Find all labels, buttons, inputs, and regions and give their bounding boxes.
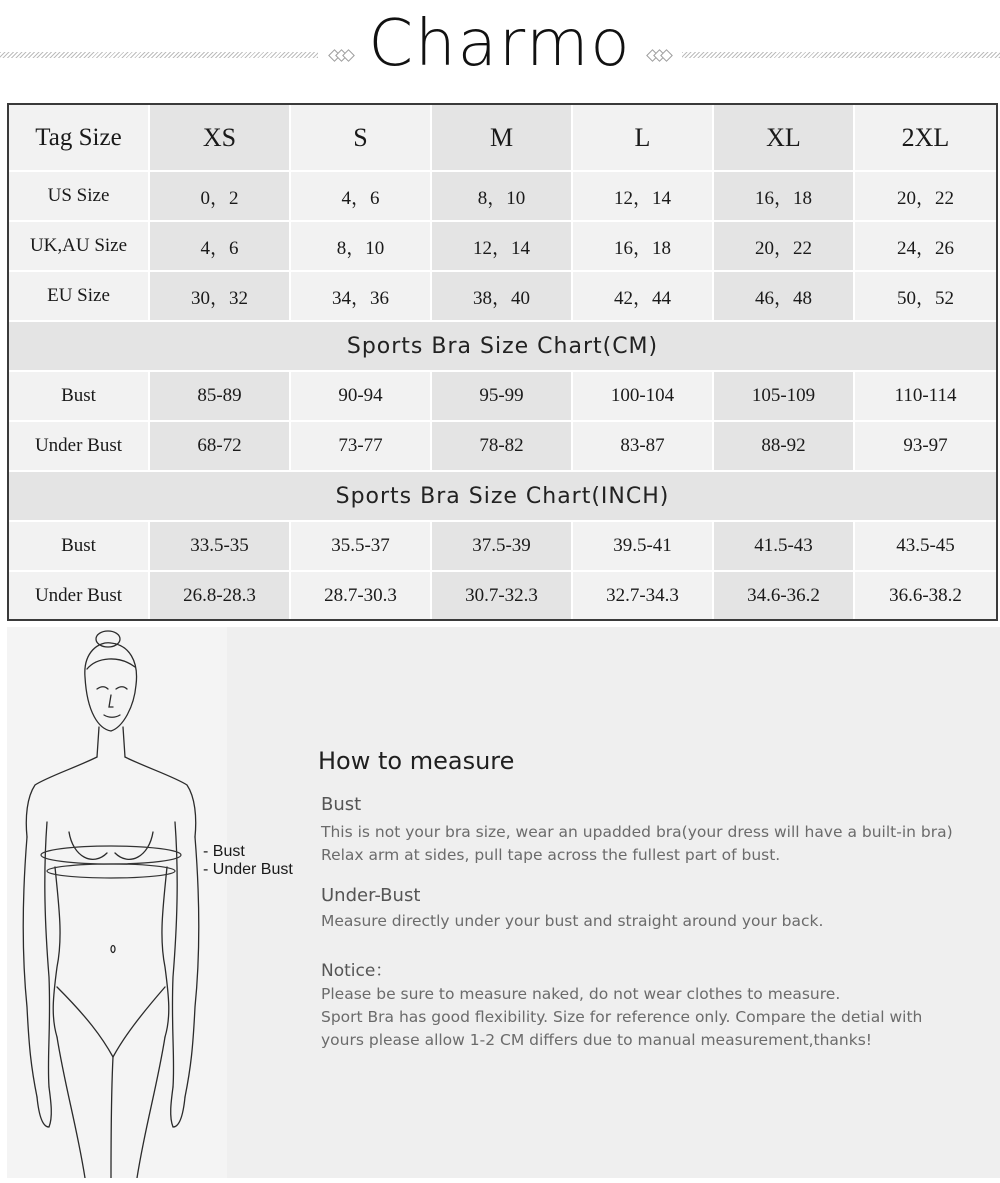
table-cell: 34.6-36.2 <box>714 572 855 619</box>
inch-section-title: Sports Bra Size Chart(INCH) <box>9 472 996 520</box>
table-row <box>9 222 996 270</box>
table-cell: 4，6 <box>150 222 291 270</box>
how-to-measure-panel <box>7 627 1000 1178</box>
table-cell: 37.5-39 <box>432 522 573 570</box>
table-cell: 42，44 <box>573 272 714 320</box>
how-to-measure-title: How to measure <box>318 747 515 775</box>
row-label: EU Size <box>9 272 150 320</box>
notice-line-2: Sport Bra has good flexibility. Size for reference only. Compare the detial with <box>321 1008 923 1026</box>
header-cell-2xl: 2XL <box>855 105 996 170</box>
table-cell: 16，18 <box>573 222 714 270</box>
table-cell: 95-99 <box>432 372 573 420</box>
table-cell: 12，14 <box>573 172 714 220</box>
table-cell: 83-87 <box>573 422 714 470</box>
table-cell: 8，10 <box>432 172 573 220</box>
table-cell: 73-77 <box>291 422 432 470</box>
bust-instruction-1: This is not your bra size, wear an upadded bra(your dress will have a built-in bra) <box>321 823 953 841</box>
row-label: Bust <box>9 372 150 420</box>
table-cell: 85-89 <box>150 372 291 420</box>
row-label: UK,AU Size <box>9 222 150 270</box>
table-cell: 8，10 <box>291 222 432 270</box>
table-row <box>9 372 996 420</box>
table-cell: 16，18 <box>714 172 855 220</box>
under-bust-heading: Under-Bust <box>321 885 421 906</box>
header <box>0 0 1000 100</box>
table-cell: 30.7-32.3 <box>432 572 573 619</box>
row-label: US Size <box>9 172 150 220</box>
table-row <box>9 422 996 470</box>
notice-heading: Notice： <box>321 961 393 981</box>
table-cell: 4，6 <box>291 172 432 220</box>
table-cell: 39.5-41 <box>573 522 714 570</box>
brand-logo: Charmo <box>368 7 632 81</box>
table-cell: 46，48 <box>714 272 855 320</box>
table-row <box>9 172 996 220</box>
table-cell: 30，32 <box>150 272 291 320</box>
row-label: Under Bust <box>9 572 150 619</box>
table-cell: 12，14 <box>432 222 573 270</box>
table-cell: 93-97 <box>855 422 996 470</box>
table-row <box>9 272 996 320</box>
table-cell: 36.6-38.2 <box>855 572 996 619</box>
header-cell-tag-size: Tag Size <box>9 105 150 170</box>
table-cell: 105-109 <box>714 372 855 420</box>
table-cell: 34，36 <box>291 272 432 320</box>
header-cell-m: M <box>432 105 573 170</box>
bust-instruction-2: Relax arm at sides, pull tape across the fullest part of bust. <box>321 846 781 864</box>
table-cell: 68-72 <box>150 422 291 470</box>
diamond-ornament-right-icon <box>646 49 674 61</box>
table-cell: 35.5-37 <box>291 522 432 570</box>
under-bust-label: - Under Bust <box>203 861 293 878</box>
table-cell: 24，26 <box>855 222 996 270</box>
table-cell: 20，22 <box>855 172 996 220</box>
table-cell: 20，22 <box>714 222 855 270</box>
table-cell: 32.7-34.3 <box>573 572 714 619</box>
bust-heading: Bust <box>321 794 362 815</box>
table-cell: 41.5-43 <box>714 522 855 570</box>
body-figure <box>7 627 227 1178</box>
table-cell: 26.8-28.3 <box>150 572 291 619</box>
table-cell: 110-114 <box>855 372 996 420</box>
row-label: Bust <box>9 522 150 570</box>
table-cell: 100-104 <box>573 372 714 420</box>
table-row <box>9 522 996 570</box>
under-bust-instruction: Measure directly under your bust and straight around your back. <box>321 912 824 930</box>
header-rule-right <box>682 52 1000 58</box>
table-header-row <box>9 105 996 170</box>
header-cell-xl: XL <box>714 105 855 170</box>
bust-label: - Bust <box>203 843 245 860</box>
table-cell: 38，40 <box>432 272 573 320</box>
table-cell: 88-92 <box>714 422 855 470</box>
notice-line-1: Please be sure to measure naked, do not wear clothes to measure. <box>321 985 841 1003</box>
header-cell-s: S <box>291 105 432 170</box>
notice-line-3: yours please allow 1-2 CM differs due to manual measurement,thanks! <box>321 1031 873 1049</box>
size-chart-table <box>7 103 998 621</box>
body-outline-icon <box>7 627 227 1178</box>
table-cell: 43.5-45 <box>855 522 996 570</box>
table-row <box>9 572 996 619</box>
table-cell: 90-94 <box>291 372 432 420</box>
cm-section-title: Sports Bra Size Chart(CM) <box>9 322 996 370</box>
table-cell: 28.7-30.3 <box>291 572 432 619</box>
row-label: Under Bust <box>9 422 150 470</box>
table-cell: 78-82 <box>432 422 573 470</box>
header-cell-xs: XS <box>150 105 291 170</box>
table-cell: 0，2 <box>150 172 291 220</box>
table-cell: 33.5-35 <box>150 522 291 570</box>
header-cell-l: L <box>573 105 714 170</box>
table-cell: 50，52 <box>855 272 996 320</box>
